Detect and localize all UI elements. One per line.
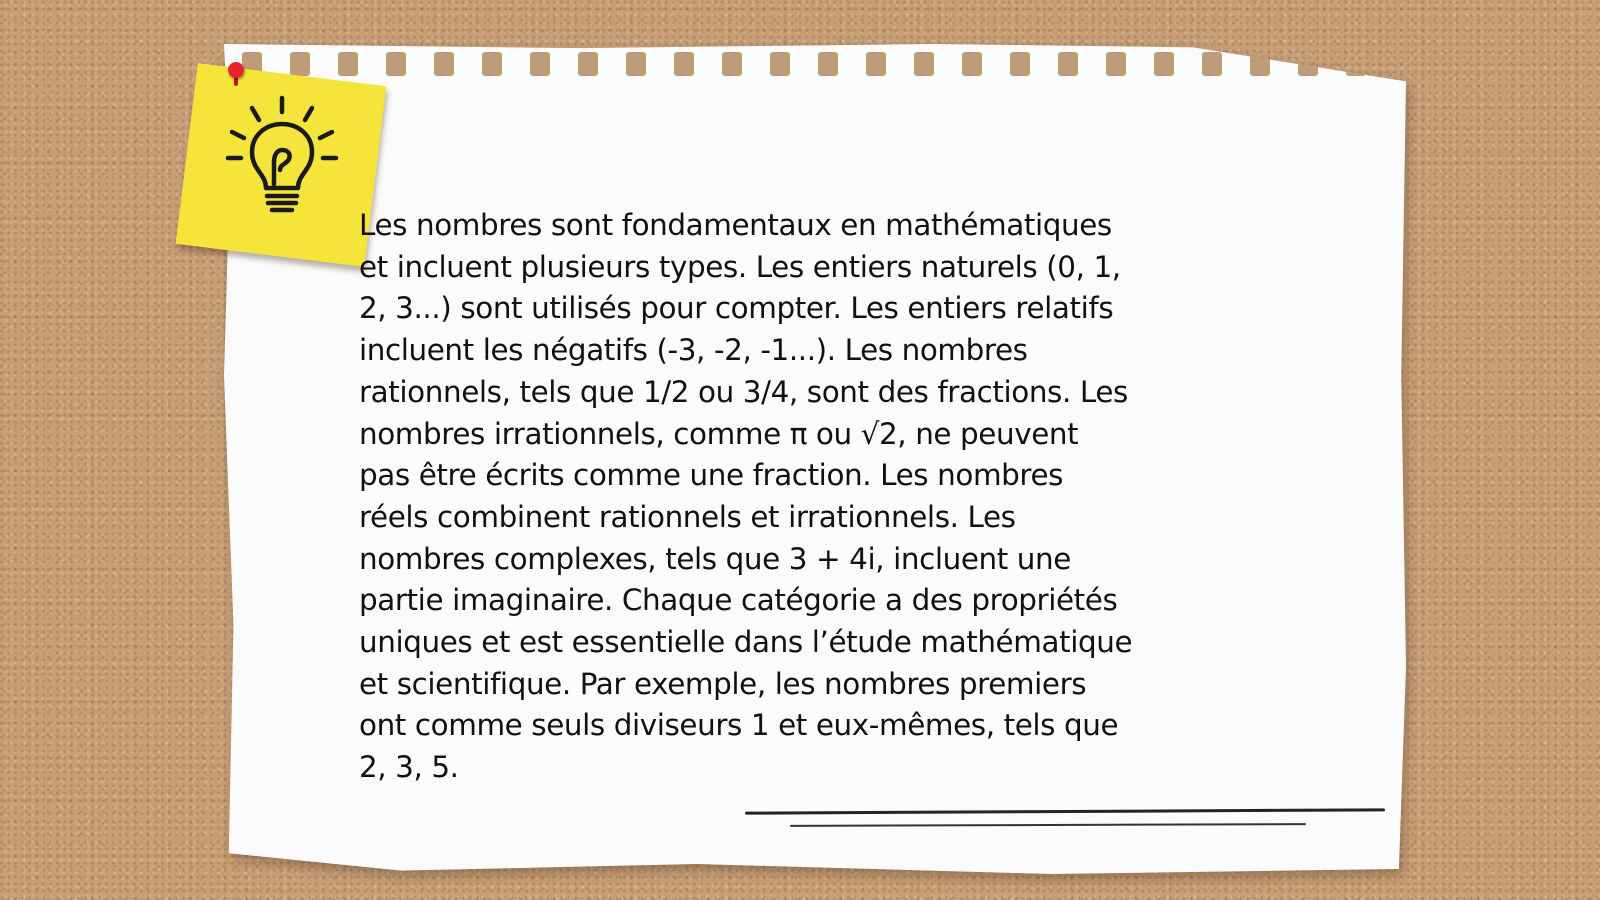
body-paragraph: Les nombres sont fondamentaux en mathématiques et incluent plusieurs types. Les entiers naturels (0, 1, 2, 3...) sont utilisés pour compter. Les entiers relatifs incluent les négatifs (-3, -2, -1...). Les nombres rationnels, tels que 1/2 ou 3/4, sont des fractions. Les nombres irrationnels, comme π ou √2, ne peuvent pas être écrits comme une fraction. Les nombres réels combinent rationnels et irrationnels. Les nombres complexes, tels que 3 + 4i, incluent une partie imaginaire. Chaque catégorie a des propriétés uniques et est essentielle dans l’étude mathématique et scientifique. Par exemple, les nombres premiers ont comme seuls diviseurs 1 et eux-mêmes, tels que 2, 3, 5. [359, 208, 1133, 785]
binder-hole [1202, 52, 1222, 76]
binder-hole [1106, 52, 1126, 76]
binder-hole [674, 52, 694, 76]
binder-hole [1058, 52, 1078, 76]
binder-hole [338, 52, 358, 76]
spiral-holes [242, 52, 1372, 82]
binder-hole [434, 52, 454, 76]
binder-hole [818, 52, 838, 76]
binder-hole [722, 52, 742, 76]
lightbulb-icon [222, 92, 342, 222]
binder-hole [914, 52, 934, 76]
binder-hole [290, 52, 310, 76]
binder-hole [626, 52, 646, 76]
binder-hole [866, 52, 886, 76]
binder-hole [1250, 52, 1270, 76]
binder-hole [770, 52, 790, 76]
binder-hole [578, 52, 598, 76]
binder-hole [962, 52, 982, 76]
binder-hole [530, 52, 550, 76]
binder-hole [482, 52, 502, 76]
pushpin-icon [228, 62, 244, 78]
binder-hole [1010, 52, 1030, 76]
binder-hole [1154, 52, 1174, 76]
binder-hole [1298, 52, 1318, 76]
binder-hole [386, 52, 406, 76]
binder-hole [1346, 52, 1366, 76]
